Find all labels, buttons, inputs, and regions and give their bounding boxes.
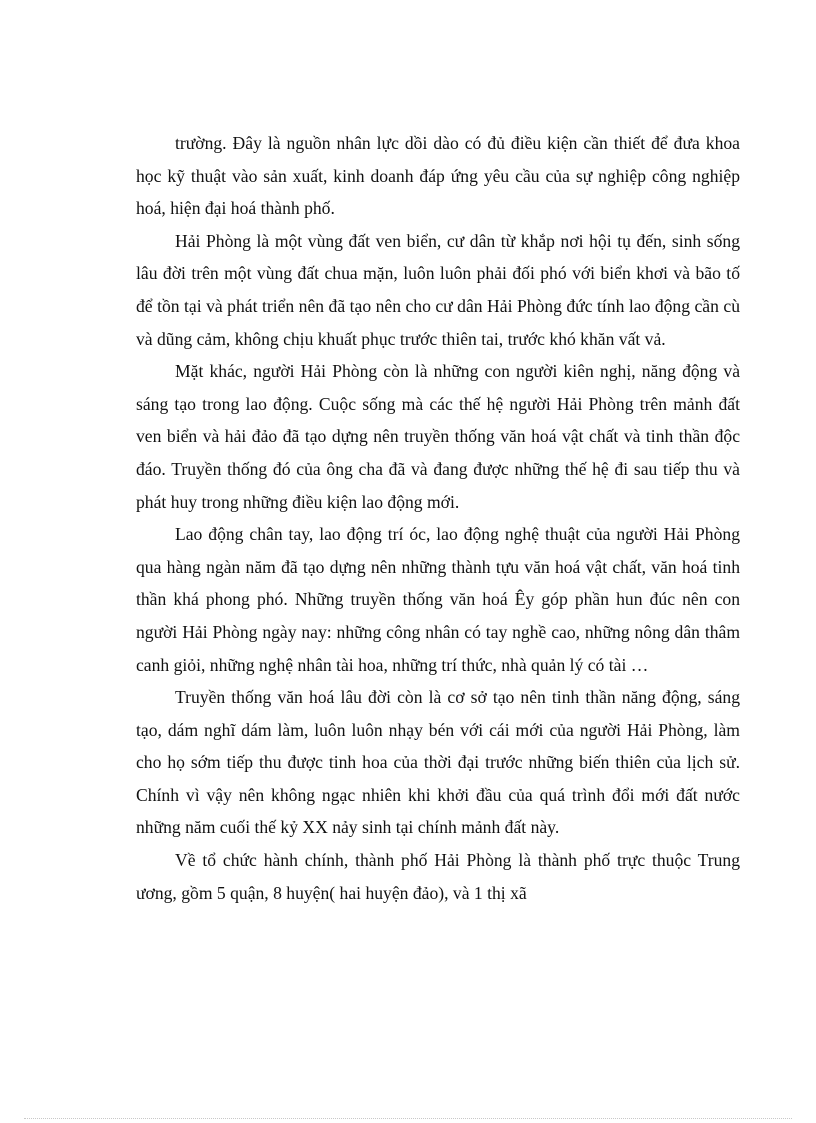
- paragraph-5: Truyền thống văn hoá lâu đời còn là cơ sở tạo nên tinh thần năng động, sáng tạo, dám nghĩ dám làm, luôn luôn nhạy bén với cái mới của người Hải Phòng, làm cho họ sớm tiếp thu được tinh hoa của thời đại trước những biến thiên của lịch sử. Chính vì vậy nên không ngạc nhiên khi khởi đầu của quá trình đổi mới đất nước những năm cuối thế kỷ XX nảy sinh tại chính mảnh đất này.: [136, 687, 740, 838]
- paragraph-6: Về tổ chức hành chính, thành phố Hải Phòng là thành phố trực thuộc Trung ương, gồm 5 quận, 8 huyện( hai huyện đảo), và 1 thị xã: [136, 850, 740, 903]
- paragraph-3: Mặt khác, người Hải Phòng còn là những con người kiên nghị, năng động và sáng tạo trong lao động. Cuộc sống mà các thế hệ người Hải Phòng trên mảnh đất ven biển và hải đảo đã tạo dựng nên truyền thống văn hoá vật chất và tinh thần độc đáo. Truyền thống đó của ông cha đã và đang được những thế hệ đi sau tiếp thu và phát huy trong những điều kiện lao động mới.: [136, 361, 740, 512]
- paragraph-1: trường. Đây là nguồn nhân lực dồi dào có đủ điều kiện cần thiết để đưa khoa học kỹ thuật vào sản xuất, kinh doanh đáp ứng yêu cầu của sự nghiệp công nghiệp hoá, hiện đại hoá thành phố.: [136, 133, 740, 219]
- paragraph-2: Hải Phòng là một vùng đất ven biển, cư dân từ khắp nơi hội tụ đến, sinh sống lâu đời trên một vùng đất chua mặn, luôn luôn phải đối phó với biển khơi và bão tố để tồn tại và phát triển nên đã tạo nên cho cư dân Hải Phòng đức tính lao động cần cù và dũng cảm, không chịu khuất phục trước thiên tai, trước khó khăn vất vả.: [136, 230, 740, 349]
- paragraph-4: Lao động chân tay, lao động trí óc, lao động nghệ thuật của người Hải Phòng qua hàng ngàn năm đã tạo dựng nên những thành tựu văn hoá vật chất, văn hoá tinh thần khá phong phó. Những truyền thống văn hoá Êy góp phần hun đúc nên con người Hải Phòng ngày nay: những công nhân có tay nghề cao, những nông dân thâm canh giỏi, những nghệ nhân tài hoa, những trí thức, nhà quản lý có tài …: [136, 524, 740, 675]
- document-body: [136, 127, 740, 909]
- page-bottom-divider: [24, 1118, 792, 1119]
